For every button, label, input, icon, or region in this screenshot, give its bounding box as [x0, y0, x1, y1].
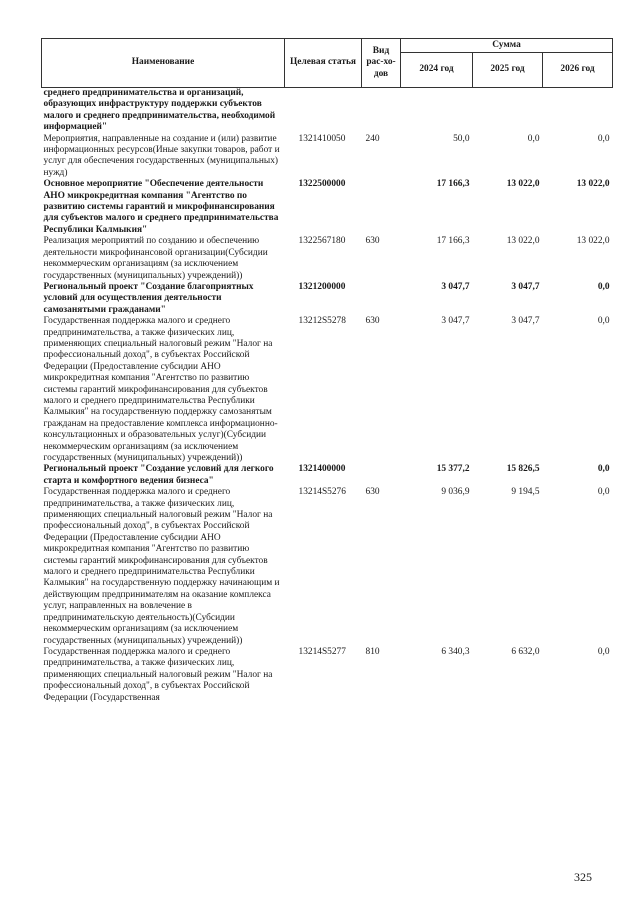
row-target-code: 13212S5278 — [298, 316, 346, 327]
row-sum-2025: 3 047,7 — [511, 316, 540, 327]
row-expense-type — [362, 179, 401, 236]
row-sum-2025: 9 194,5 — [511, 487, 540, 498]
row-sum-2026: 0,0 — [597, 464, 610, 475]
row-sum-2026: 0,0 — [597, 281, 610, 292]
row-sum-2025: 0,0 — [527, 133, 540, 144]
row-sum-2024 — [401, 88, 473, 134]
row-sum-2024: 17 166,3 — [436, 179, 470, 190]
row-target-code: 1322567180 — [298, 236, 346, 247]
row-sum-2026 — [543, 88, 613, 134]
row-target-code: 13214S5276 — [298, 487, 346, 498]
row-name: Государственная поддержка малого и среднего предпринимательства, а также физических лиц, применяющих специальный налоговый режим "Налог на профессиональный доход", в субъектах Российской Федерации (Предоставление субсидии АНО микрокредитная компания "Агентство по развитию системы гарантий микрофинансирования для субъектов малого и среднего предпринимательства Республики Калмыкия" на государственную поддержку начинающим и действующим предпринимателям на оказание комплекса услуг, направленных на вовлечение в предпринимательскую деятельность)(Субсидии некоммерческим организациям (за исключением государственных (муниципальных) учреждений)) — [43, 487, 280, 646]
row-sum-2024: 50,0 — [453, 133, 470, 144]
row-target-code — [285, 88, 362, 134]
row-expense-type: 630 — [365, 316, 380, 327]
row-sum-2026: 0,0 — [597, 646, 610, 657]
row-sum-2025: 15 826,5 — [506, 464, 540, 475]
header-sum: Сумма — [401, 39, 613, 53]
row-name: Региональный проект "Создание условий для легкого старта и комфортного ведения бизнеса" — [43, 464, 274, 486]
row-name: Государственная поддержка малого и среднего предпринимательства, а также физических лиц, применяющих специальный налоговый режим "Налог на профессиональный доход", в субъектах Российской Федерации (Государственная — [43, 646, 273, 703]
row-name: Региональный проект "Создание благоприятных условий для осуществления деятельности самозанятыми гражданами" — [43, 281, 254, 315]
row-sum-2025: 13 022,0 — [506, 236, 540, 247]
row-expense-type: 630 — [365, 236, 380, 247]
header-vid: Вид рас-хо-дов — [362, 39, 401, 88]
row-sum-2026: 13 022,0 — [576, 179, 610, 190]
table-row — [42, 464, 613, 487]
row-sum-2024: 3 047,7 — [441, 281, 470, 292]
row-name: Основное мероприятие "Обеспечение деятельности АНО микрокредитная компания "Агентство по развитию системы гарантий и микрофинансирования для субъектов малого и среднего предпринимательства Республики Калмыкия" — [43, 179, 279, 235]
row-sum-2025 — [473, 88, 543, 134]
row-sum-2024: 17 166,3 — [436, 236, 470, 247]
table-header — [42, 39, 613, 88]
row-target-code: 1321200000 — [298, 281, 346, 292]
row-target-code: 1321400000 — [298, 464, 346, 475]
row-sum-2026: 0,0 — [597, 316, 610, 327]
table-row — [42, 487, 613, 647]
table-row — [42, 179, 613, 236]
header-target: Целевая статья — [285, 39, 362, 88]
page-number: 325 — [574, 870, 592, 884]
row-sum-2025: 3 047,7 — [511, 281, 540, 292]
table-row — [42, 236, 613, 282]
row-name: Мероприятия, направленные на создание и (или) развитие информационных ресурсов(Иные закупки товаров, работ и услуг для обеспечения государственных (муниципальных) нужд) — [43, 133, 280, 178]
row-target-code: 1322500000 — [298, 179, 346, 190]
row-target-code: 1321410050 — [298, 133, 346, 144]
budget-table — [41, 38, 613, 704]
row-name: среднего предпринимательства и организаций, образующих инфраструктуру поддержки субъектов малого и среднего предпринимательства, необходимой информацией" — [43, 88, 276, 133]
row-name: Государственная поддержка малого и среднего предпринимательства, а также физических лиц, применяющих специальный налоговый режим "Налог на профессиональный доход", в субъектах Российской Федерации (Предоставление субсидии АНО микрокредитная компания "Агентство по развитию системы гарантий микрофинансирования для субъектов малого и среднего предпринимательства Республики Калмыкия" на государственную поддержку самозанятым гражданам на предоставление комплекса информационно-консультационных и образовательных услуг)(Субсидии некоммерческим организациям (за исключением государственных (муниципальных) учреждений)) — [43, 316, 278, 463]
row-name: Реализация мероприятий по созданию и обеспечению деятельности микрофинансовой организации(Субсидии некоммерческим организациям (за исключением государственных (муниципальных) учреждений)) — [43, 236, 268, 281]
row-expense-type — [362, 282, 401, 316]
row-expense-type: 240 — [365, 133, 380, 144]
table-row — [42, 647, 613, 704]
header-name: Наименование — [42, 39, 285, 88]
row-sum-2026: 0,0 — [597, 133, 610, 144]
row-sum-2026: 13 022,0 — [576, 236, 610, 247]
row-sum-2026: 0,0 — [597, 487, 610, 498]
header-2026: 2026 год — [543, 53, 613, 88]
row-sum-2024: 9 036,9 — [441, 487, 470, 498]
row-expense-type: 630 — [365, 487, 380, 498]
row-expense-type: 810 — [365, 646, 380, 657]
table-row — [42, 316, 613, 464]
table-row — [42, 282, 613, 316]
table-row — [42, 88, 613, 134]
header-2025: 2025 год — [473, 53, 543, 88]
table-body — [42, 88, 613, 704]
row-target-code: 13214S5277 — [298, 646, 346, 657]
row-sum-2025: 13 022,0 — [506, 179, 540, 190]
row-expense-type — [362, 464, 401, 487]
row-sum-2024: 15 377,2 — [436, 464, 470, 475]
row-expense-type — [362, 88, 401, 134]
row-sum-2025: 6 632,0 — [511, 646, 540, 657]
row-sum-2024: 3 047,7 — [441, 316, 470, 327]
header-2024: 2024 год — [401, 53, 473, 88]
row-sum-2024: 6 340,3 — [441, 646, 470, 657]
table-row — [42, 134, 613, 180]
